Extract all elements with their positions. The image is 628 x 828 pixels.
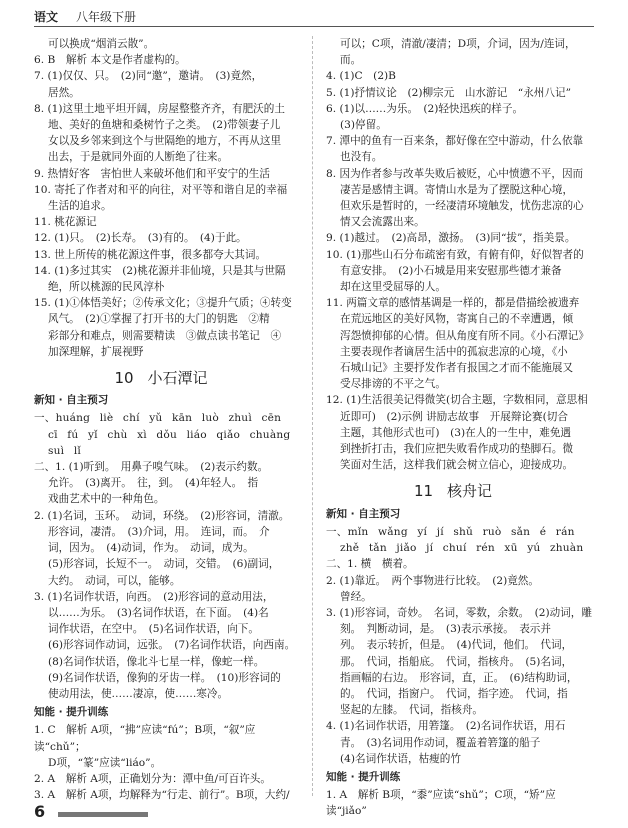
answer-line: 7. (1)仅仅、只。 (2)同“邀”，邀请。 (3)竟然， xyxy=(34,70,263,83)
answer-line: 生活的追求。 xyxy=(48,200,112,213)
answer-line: 大约。 动词，可以，能够。 xyxy=(48,574,181,587)
answer-line: 2. (1)名词，玉环。 动词，环绕。 (2)形容词，清澈。 xyxy=(34,509,290,522)
answer-line: 竖起的左膝。 代词，指核舟。 xyxy=(340,704,484,717)
header-rule xyxy=(34,26,594,27)
right-practice-answers xyxy=(326,787,594,819)
section-11-number: 11 xyxy=(413,482,434,501)
preview-label-2: 新知 · 自主预习 xyxy=(326,507,401,520)
section-11-heading xyxy=(326,483,594,499)
answer-line: (8)名词作状语，像北斗七星一样，像蛇一样。 xyxy=(48,655,265,668)
footer-bar xyxy=(58,812,148,817)
answer-line: 4. (1)名词作状语，用箬篷。 (2)名词作状语，用石 xyxy=(326,720,566,733)
subject-label: 语文 xyxy=(34,10,59,24)
answer-line: 2. (1)靠近。 两个事物进行比较。 (2)竟然。 xyxy=(326,574,539,587)
left-answers xyxy=(34,36,302,360)
preview-label: 新知 · 自主预习 xyxy=(34,394,109,407)
answer-line: 在荒远地区的美好风物，寄寓自己的不幸遭遇，倾 xyxy=(340,313,574,326)
answer-line: 女以及乡邻来到这个与世隔绝的地方，不再从这里 xyxy=(48,135,282,148)
pinyin-line-5: zhě tǎn jiǎo jí chuí rén xū yú zhuàn xyxy=(340,542,584,555)
right-column xyxy=(326,36,594,820)
answer-line: 居然。 xyxy=(48,86,80,99)
answer-line: 绝，所以桃源的民风淳朴 xyxy=(48,281,165,294)
pinyin-line-4: 一、mǐn wǎng yí jí shǔ ruò sǎn é rán xyxy=(326,525,575,538)
answer-line: 却在这里受屈辱的人。 xyxy=(340,281,446,294)
answer-line: 指画幅的右边。 形容词，直，正。 (6)结构助词， xyxy=(340,671,578,684)
answer-line: 近即可) (2)示例 讲励志故事 开展辩论赛(切合 xyxy=(340,410,568,423)
answer-line: 地、美好的鱼塘和桑树竹子之类。 (2)带领妻子儿 xyxy=(48,119,281,132)
answer-line: D项，“篆”应读“liáo”。 xyxy=(48,756,162,769)
answer-line: 情又会流露出来。 xyxy=(340,216,425,229)
answer-line: 13. 世上所传的桃花源这件事，很多都夸大其词。 xyxy=(34,248,267,261)
answer-line: (9)名词作状语，像狗的牙齿一样。 (10)形容词的 xyxy=(48,671,281,684)
answer-line: 9. (1)越过。 (2)高昂，激扬。 (3)同“拔”，指美景。 xyxy=(326,232,576,245)
answer-line: 词，因为。 (4)动词，作为。 动词，成为。 xyxy=(48,542,254,555)
answer-line: (6)形容词作动词，远张。 (7)名词作状语，向西南。 xyxy=(48,639,296,652)
answer-line: 14. (1)多过其实 (2)桃花源并非仙境，只是其与世隔 xyxy=(34,264,286,277)
answer-line: 的。 代词，指窗户。 代词，指字迹。 代词，指 xyxy=(340,687,568,700)
answer-line: 12. (1)生活很美记得微笑(切合主题，字数相同，意思相 xyxy=(326,394,588,407)
answer-line: 6. (1)以……为乐。 (2)轻快迅疾的样子。 xyxy=(326,102,524,115)
answer-line: 8. 因为作者参与改革失败后被贬，心中愤懑不平，因而 xyxy=(326,167,584,180)
answer-line: 2. A 解析 A项，正确划分为：潭中鱼/可百许头。 xyxy=(34,772,271,785)
answer-line: 二、1. 横 横着。 xyxy=(326,558,414,571)
answer-line: 以……为乐。 (3)名词作状语，在下面。 (4)名 xyxy=(48,606,269,619)
answer-line: 使动用法，使……凄凉，使……寒冷。 xyxy=(48,687,229,700)
answer-line: 1. A 解析 B项，“黍”应读“shǔ”；C项，“矫”应读“jiǎo” xyxy=(326,789,556,818)
answer-line: 8. (1)这里土地平坦开阔，房屋整整齐齐，有肥沃的土 xyxy=(34,102,285,115)
left-vocab-answers xyxy=(34,459,302,702)
pinyin-line-1: 一、huáng liè chí yǔ kān luò zhuì cēn xyxy=(34,412,282,425)
answer-line: 戏曲艺术中的一种角色。 xyxy=(48,493,165,506)
grade-label: 八年级下册 xyxy=(76,10,137,24)
answer-line: 加深理解，扩展视野 xyxy=(48,345,144,358)
answer-line: 12. (1)只。 (2)长寿。 (3)有的。 (4)于此。 xyxy=(34,232,247,245)
answer-line: (3)停留。 xyxy=(340,119,387,132)
section-11-title: 核舟记 xyxy=(447,482,493,501)
answer-line: 青。 (3)名词用作动词，覆盖着箬篷的船子 xyxy=(340,736,541,749)
answer-line: 15. (1)①体悟美好；②传承文化；③提升气质；④转变 xyxy=(34,297,292,310)
answer-line: 受尽排谤的不平之气。 xyxy=(340,378,446,391)
practice-label-2: 知能 · 提升训练 xyxy=(326,770,401,783)
answer-line: 7. 潭中的鱼有一百来条，都好像在空中游动，什么依靠 xyxy=(326,135,584,148)
answer-line: 刻。 判断动词，是。 (3)表示承接。 表示并 xyxy=(340,623,551,636)
answer-line: 4. (1)C (2)B xyxy=(326,70,396,83)
answer-line: 二、1. (1)听到。 用鼻子嗅气味。 (2)表示约数。 xyxy=(34,461,269,474)
answer-line: 主题，其他形式也可) (3)在人的一生中，难免遇 xyxy=(340,426,572,439)
answer-line: 3. (1)名词作状语，向西。 (2)形容词的意动用法， xyxy=(34,590,274,603)
answer-line: 曾经。 xyxy=(340,590,372,603)
column-divider xyxy=(312,36,313,796)
page-header xyxy=(34,2,628,24)
answer-line: 10. 寄托了作者对和平的向往，对平等和谐自足的幸福 xyxy=(34,183,288,196)
answer-line: 形容词，凄清。 (3)介词，用。 连词，而。 介 xyxy=(48,525,270,538)
answer-line: 11. 桃花源记 xyxy=(34,216,97,229)
answer-line: 5. (1)抒情议论 (2)柳宗元 山水游记 “永州八记” xyxy=(326,86,572,99)
section-10-number: 10 xyxy=(114,369,134,388)
page-number: 6 xyxy=(34,802,46,821)
answer-line: 9. 热情好客 害怕世人来破坏他们和平安宁的生活 xyxy=(34,167,270,180)
answer-line: 泻怨愤抑郁的心情。但从角度有所不同。《小石潭记》 xyxy=(340,329,589,342)
answer-line: 3. (1)形容词，奇妙。 名词，零数，余数。 (2)动词，雕 xyxy=(326,606,592,619)
answer-line: 风气。 (2)①掌握了打开书的大门的钥匙 ②精 xyxy=(48,313,270,326)
right-answers xyxy=(326,36,594,473)
section-10-title: 小石潭记 xyxy=(147,369,208,388)
answer-line: 笑面对生活，这样我们就会树立信心，迎接成功。 xyxy=(340,459,574,472)
answer-line: 彩部分和难点，则需要精读 ③做点读书笔记 ④ xyxy=(48,329,282,342)
answer-line: 可以换成“烟消云散”。 xyxy=(48,38,155,50)
answer-line: 10. (1)那些山石分布疏密有致，有俯有仰，好似智者的 xyxy=(326,248,584,261)
answer-line: 1. C 解析 A项，“拂”应读“fú”；B项，“叙”应读“chǔ”； xyxy=(34,724,256,753)
answer-line: 11. 两篇文章的感情基调是一样的，都是借描绘被遗弃 xyxy=(326,297,580,310)
answer-line: 出去，于是就同外面的人断绝了往来。 xyxy=(48,151,229,164)
practice-label: 知能 · 提升训练 xyxy=(34,706,109,719)
answer-line: 列。 表示转折，但是。 (4)代词，他们。 代词， xyxy=(340,639,573,652)
answer-line: 6. B 解析 本文是作者虚构的。 xyxy=(34,54,186,67)
answer-line: 凄苦是感情主调。寄情山水是为了摆脱这种心境， xyxy=(340,183,574,196)
pinyin-line-3: suì lǐ xyxy=(48,444,81,457)
answer-line: 3. A 解析 A项，均解释为“行走、前行”。B项，大约/ xyxy=(34,789,290,802)
answer-line: 允许。 (3)离开。 往，到。 (4)年轻人。 指 xyxy=(48,477,259,490)
answer-line: 主要表现作者谪居生活中的孤寂悲凉的心境，《小 xyxy=(340,345,568,358)
answer-line: 到挫折打击，我们应把失败看作成功的垫脚石。微 xyxy=(340,443,574,456)
answer-line: 那。 代词，指船底。 代词，指核舟。 (5)名词， xyxy=(340,655,573,668)
pinyin-line-2: cī fú yǐ chù xì dǒu liáo qiǎo chuàng xyxy=(48,428,291,441)
section-10-heading xyxy=(34,370,302,386)
answer-line: 有意安排。 (2)小石城是用来安慰那些德才兼备 xyxy=(340,264,562,277)
right-vocab-answers xyxy=(326,556,594,767)
answer-line: 石城山记》主要抒发作者有报国之才而不能施展又 xyxy=(340,362,574,375)
answer-line: 也没有。 xyxy=(340,151,383,164)
answer-line: 但欢乐是暂时的，一经凄清环境触发，忧伤悲凉的心 xyxy=(340,200,584,213)
left-practice-answers xyxy=(34,722,302,803)
answer-line: 词作状语，在空中。 (5)名词作状语，向下。 xyxy=(48,623,259,636)
left-column xyxy=(34,36,302,803)
answer-line: (4)名词作状语，枯瘦的竹 xyxy=(340,752,461,765)
answer-line: 可以；C项，清澈/凄清；D项，介词，因为/连词，而。 xyxy=(340,38,576,67)
answer-line: (5)形容词，长短不一。 动词，交错。 (6)副词， xyxy=(48,558,280,571)
